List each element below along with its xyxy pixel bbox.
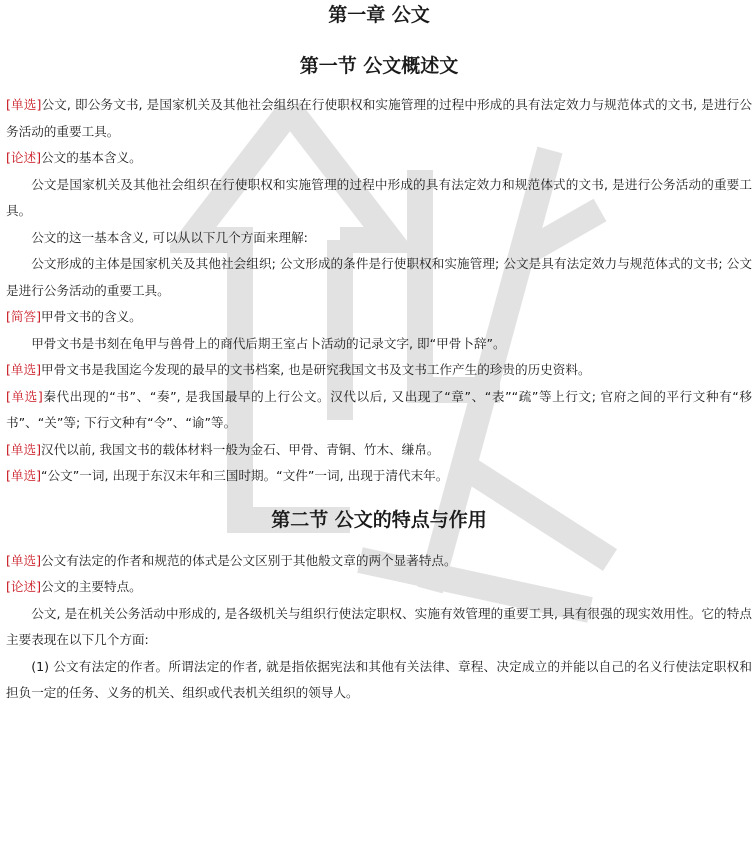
question-type-tag: [单选] (6, 468, 42, 483)
paragraph (6, 304, 752, 331)
paragraph-text: 公文, 是在机关公务活动中形成的, 是各级机关与组织行使法定职权、实施有效管理的重要工具, 具有很强的现实效用性。它的特点主要表现在以下几个方面: (6, 605, 752, 647)
paragraph-text: 公文, 即公务文书, 是国家机关及其他社会组织在行使职权和实施管理的过程中形成的具有法定效力与规范体式的文书, 是进行公务活动的重要工具。 (6, 97, 752, 139)
paragraph-text: 公文有法定的作者和规范的体式是公文区别于其他般文章的两个显著特点。 (41, 552, 457, 568)
paragraph (6, 251, 752, 304)
paragraph (6, 225, 752, 252)
paragraph-text: (1) 公文有法定的作者。所谓法定的作者, 就是指依据宪法和其他有关法律、章程、决定成立的并能以自己的名义行使法定职权和担负一定的任务、义务的机关、组织或代表机关组织的领导人。 (6, 658, 752, 700)
paragraph (6, 172, 752, 225)
paragraph-text: 公文的主要特点。 (41, 579, 142, 594)
section-title: 第二节 公文的特点与作用 (271, 508, 487, 531)
paragraph (6, 548, 752, 575)
paragraph (6, 92, 752, 145)
chapter-title: 第一章 公文 (328, 4, 430, 26)
question-type-tag: [单选] (6, 97, 42, 112)
question-type-tag: [单选] (6, 441, 42, 457)
paragraph (6, 463, 752, 490)
paragraph-text: 公文的这一基本含义, 可以从以下几个方面来理解: (31, 229, 308, 245)
paragraph (6, 331, 752, 358)
paragraph-text: 公文的基本含义。 (41, 150, 142, 165)
paragraph-text: 甲骨文书的含义。 (41, 309, 142, 324)
paragraph (6, 384, 752, 437)
paragraph (6, 145, 752, 172)
paragraph-text: 汉代以前, 我国文书的载体材料一般为金石、甲骨、青铜、竹木、缣帛。 (41, 441, 440, 457)
paragraph (6, 574, 752, 601)
question-type-tag: [单选] (6, 388, 43, 404)
paragraph-text: “公文”一词, 出现于东汉末年和三国时期。“文件”一词, 出现于清代末年。 (41, 468, 449, 483)
question-type-tag: [简答] (6, 309, 42, 324)
question-type-tag: [论述] (6, 150, 42, 165)
paragraph-text: 公文是国家机关及其他社会组织在行使职权和实施管理的过程中形成的具有法定效力和规范体式的文书, 是进行公务活动的重要工具。 (6, 176, 752, 218)
section-title: 第一节 公文概述文 (299, 55, 459, 77)
question-type-tag: [论述] (6, 579, 42, 594)
paragraph-text: 秦代出现的“书”、“奏”, 是我国最早的上行公文。汉代以后, 又出现了“章”、“表”“疏”等上行文; 官府之间的平行文种有“移书”、“关”等; 下行文种有“令”、“谕”等。 (6, 388, 753, 430)
question-type-tag: [单选] (6, 362, 42, 377)
paragraph (6, 601, 752, 654)
paragraph (6, 357, 752, 384)
paragraph-text: 公文形成的主体是国家机关及其他社会组织; 公文形成的条件是行使职权和实施管理; 公文是具有法定效力与规范体式的文书; 公文是进行公务活动的重要工具。 (6, 256, 752, 298)
paragraph (6, 654, 752, 707)
paragraph-text: 甲骨文书是我国迄今发现的最早的文书档案, 也是研究我国文书及文书工作产生的珍贵的历史资料。 (41, 362, 591, 377)
question-type-tag: [单选] (6, 552, 42, 568)
paragraph-text: 甲骨文书是书刻在龟甲与兽骨上的商代后期王室占卜活动的记录文字, 即“甲骨卜辞”。 (31, 335, 506, 351)
paragraph (6, 437, 752, 464)
